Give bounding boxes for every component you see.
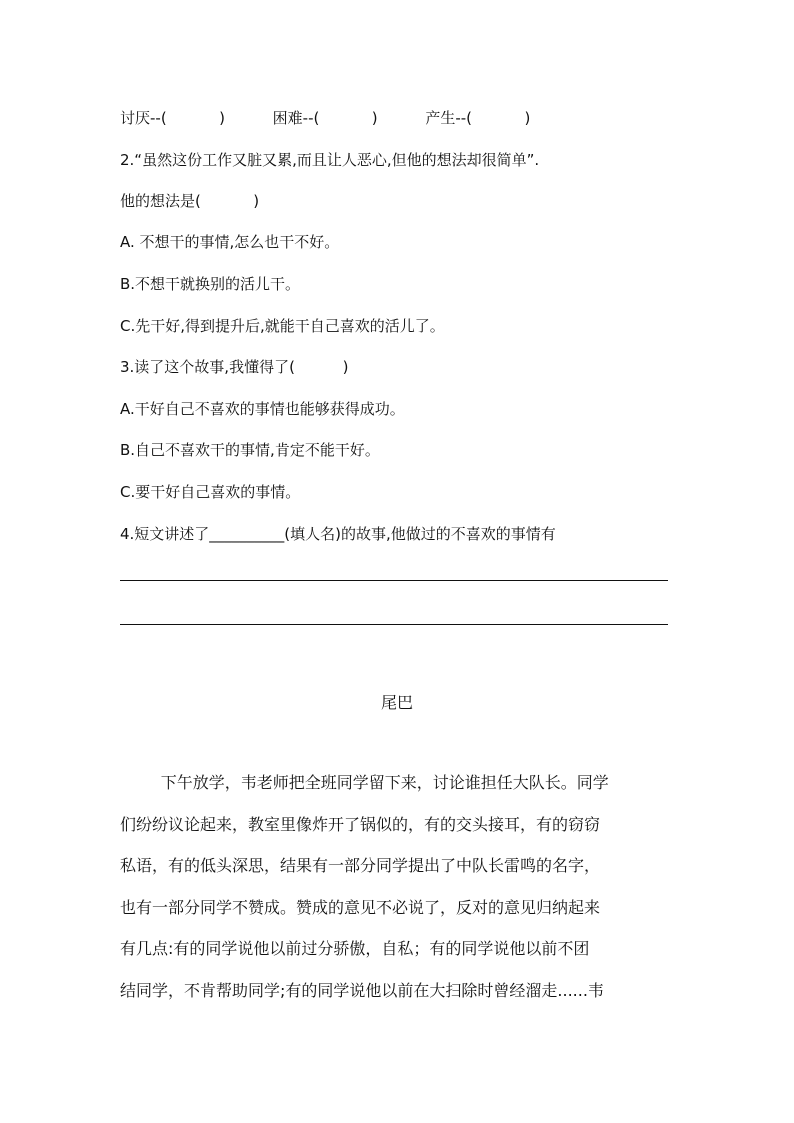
q4-stem: 4.短文讲述了__________(填人名)的故事,他做过的不喜欢的事情有 [120, 525, 556, 543]
q1-antonym-line: 讨厌--( ) 困难--( ) 产生--( ) [120, 109, 531, 127]
q2-stem: 2.“虽然这份工作又脏又累,而且让人恶心,但他的想法却很简单”. [120, 151, 540, 169]
story-title: 尾巴 [380, 693, 413, 712]
q2-option-b: B.不想干就换别的活儿干。 [120, 275, 301, 293]
story-paragraph-line: 私语，有的低头深思，结果有一部分同学提出了中队长雷鸣的名字， [120, 856, 601, 875]
q3-option-b: B.自己不喜欢干的事情,肯定不能干好。 [120, 441, 380, 459]
story-paragraph-line: 结同学，不肯帮助同学;有的同学说他以前在大扫除时曾经溜走......韦 [120, 981, 604, 1000]
q2-option-c: C.先干好,得到提升后,就能干自己喜欢的活儿了。 [120, 317, 445, 335]
q3-option-a: A.干好自己不喜欢的事情也能够获得成功。 [120, 400, 405, 418]
q2-option-a: A. 不想干的事情,怎么也干不好。 [120, 233, 340, 251]
answer-blank-line [120, 580, 668, 581]
story-paragraph-line: 下午放学，韦老师把全班同学留下来，讨论谁担任大队长。同学 [120, 773, 609, 792]
story-paragraph-line: 有几点:有的同学说他以前过分骄傲，自私；有的同学说他以前不团 [120, 939, 590, 958]
q2-prompt: 他的想法是( ) [120, 192, 260, 210]
q3-option-c: C.要干好自己喜欢的事情。 [120, 483, 301, 501]
story-paragraph-line: 们纷纷议论起来，教室里像炸开了锅似的，有的交头接耳，有的窃窃 [120, 815, 601, 834]
answer-blank-line [120, 624, 668, 625]
story-paragraph-line: 也有一部分同学不赞成。赞成的意见不必说了，反对的意见归纳起来 [120, 898, 601, 917]
q3-stem: 3.读了这个故事,我懂得了( ) [120, 358, 349, 376]
